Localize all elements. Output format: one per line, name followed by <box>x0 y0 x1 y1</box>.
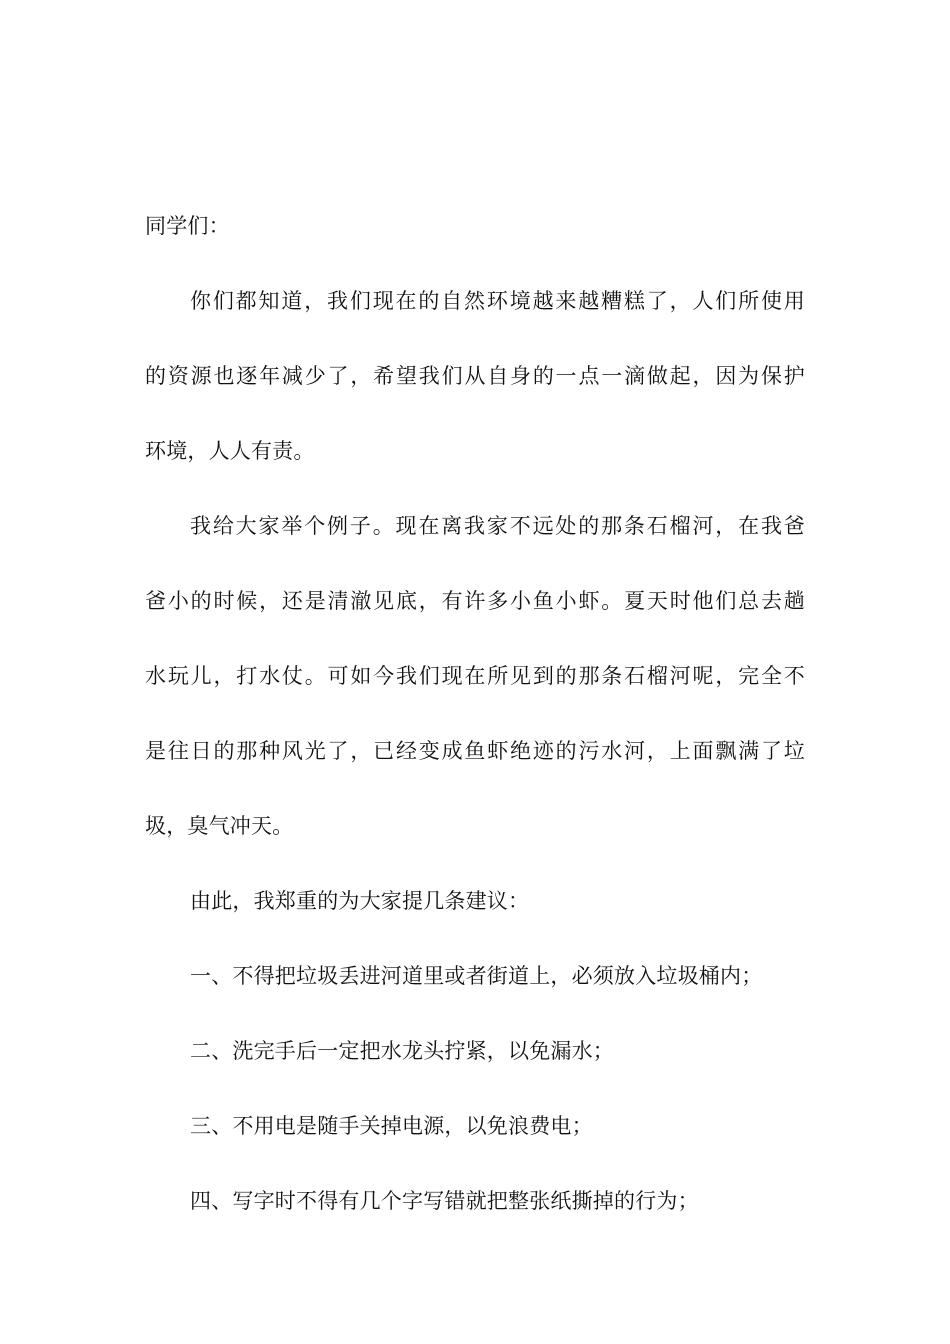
salutation: 同学们： <box>145 214 230 238</box>
paragraph-line: 圾，臭气冲天。 <box>145 814 294 838</box>
list-item: 三、不用电是随手关掉电源，以免浪费电； <box>190 1114 593 1138</box>
paragraph-line: 爸小的时候，还是清澈见底，有许多小鱼小虾。夏天时他们总去趟 <box>145 589 805 613</box>
paragraph-line: 水玩儿，打水仗。可如今我们现在所见到的那条石榴河呢，完全不 <box>145 664 805 688</box>
paragraph-line: 是往日的那种风光了，已经变成鱼虾绝迹的污水河，上面飘满了垃 <box>145 739 805 763</box>
paragraph-line: 我给大家举个例子。现在离我家不远处的那条石榴河，在我爸 <box>190 514 805 538</box>
paragraph-line: 你们都知道，我们现在的自然环境越来越糟糕了，人们所使用 <box>190 289 805 313</box>
paragraph-line: 环境，人人有责。 <box>145 439 315 463</box>
list-item: 四、写字时不得有几个字写错就把整张纸撕掉的行为； <box>190 1189 699 1213</box>
list-item: 一、不得把垃圾丢进河道里或者街道上，必须放入垃圾桶内； <box>190 964 763 988</box>
paragraph-line: 由此，我郑重的为大家提几条建议： <box>190 889 530 913</box>
list-item: 二、洗完手后一定把水龙头拧紧，以免漏水； <box>190 1039 614 1063</box>
paragraph-line: 的资源也逐年减少了，希望我们从自身的一点一滴做起，因为保护 <box>145 364 805 388</box>
